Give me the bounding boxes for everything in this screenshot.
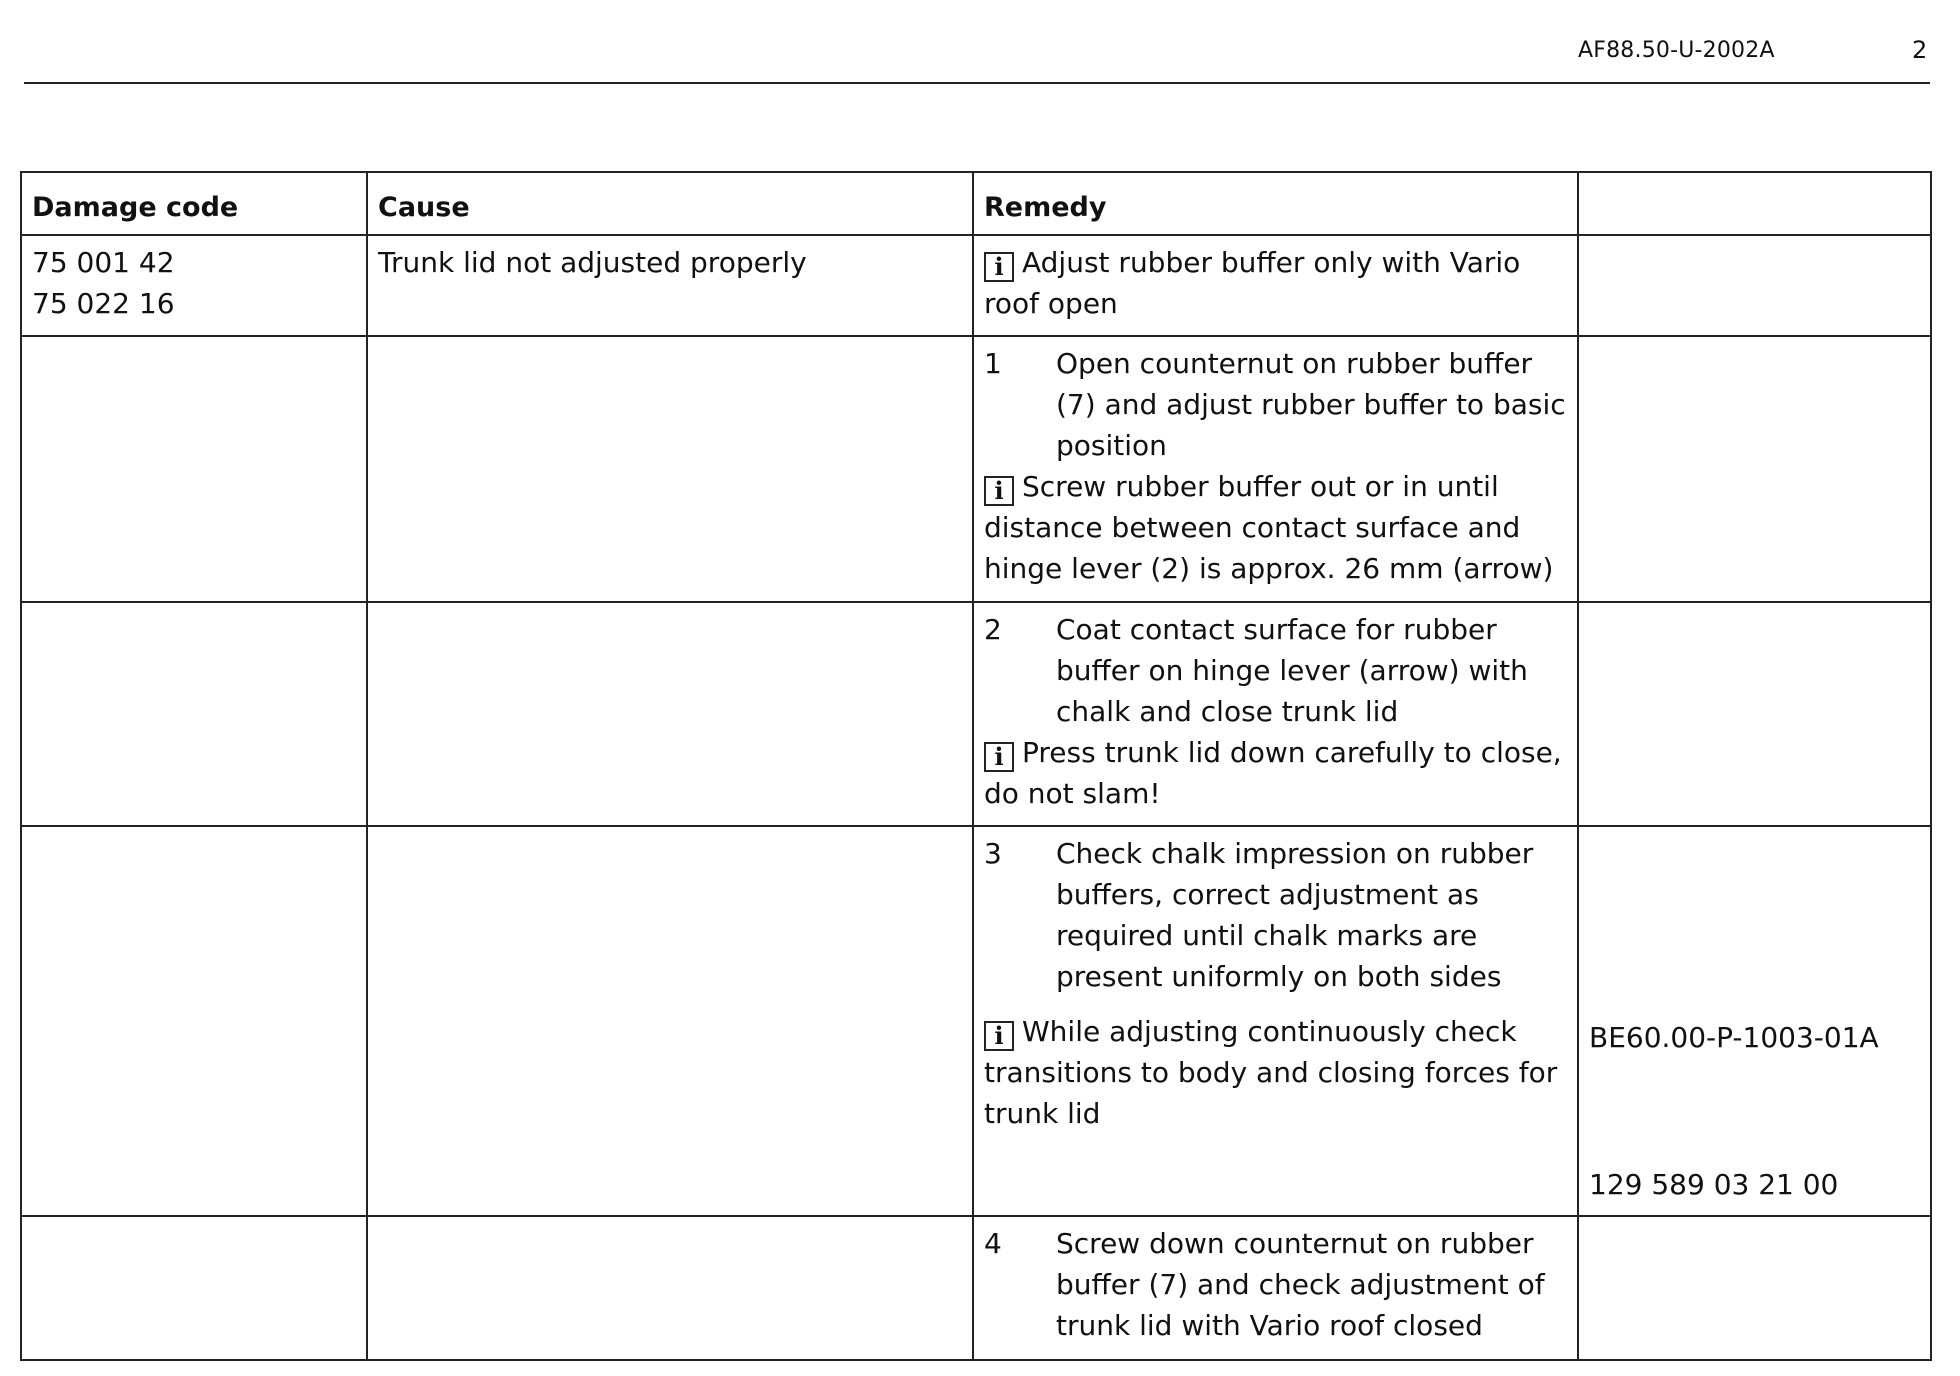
- cause-text: Trunk lid not adjusted properly: [378, 246, 807, 279]
- note-text: Screw rubber buffer out or in until distance between contact surface and hinge lever (2) is approx. 26 mm (arrow): [984, 470, 1554, 585]
- info-icon: i: [984, 742, 1014, 772]
- table-row: [21, 1216, 1931, 1360]
- info-icon: i: [984, 1021, 1014, 1051]
- cause-cell: [367, 336, 973, 602]
- step-number: 3: [984, 837, 1002, 870]
- damage-code-cell: [21, 336, 367, 602]
- step: [984, 1223, 1567, 1346]
- note-text: While adjusting continuously check transitions to body and closing forces for trunk lid: [984, 1015, 1558, 1130]
- table-row: [21, 336, 1931, 602]
- note-text: Adjust rubber buffer only with Vario roof open: [984, 246, 1521, 320]
- cause-cell: [367, 1216, 973, 1360]
- reference-document[interactable]: BE60.00-P-1003-01A: [1589, 1021, 1879, 1054]
- cause-cell: [367, 826, 973, 1216]
- column-header-reference: [1578, 172, 1931, 235]
- reference-cell: [1578, 336, 1931, 602]
- table-row: [21, 826, 1931, 1216]
- step-number: 2: [984, 613, 1002, 646]
- page-number: 2: [1912, 36, 1928, 64]
- step: [984, 343, 1567, 466]
- column-header-remedy: Remedy: [973, 172, 1578, 235]
- reference-cell: [1578, 1216, 1931, 1360]
- damage-code: 75 001 42: [32, 246, 175, 279]
- table-row: [21, 602, 1931, 826]
- reference-part-number: 129 589 03 21 00: [1589, 1168, 1839, 1201]
- damage-code-cell: [21, 602, 367, 826]
- damage-code-cell: [21, 235, 367, 336]
- damage-code: 75 022 16: [32, 287, 175, 320]
- reference-cell: [1578, 602, 1931, 826]
- info-icon: i: [984, 476, 1014, 506]
- step-text: Screw down counternut on rubber buffer (7) and check adjustment of trunk lid with Vario roof closed: [1056, 1227, 1545, 1342]
- reference-cell: [1578, 235, 1931, 336]
- remedy-cell: [973, 826, 1578, 1216]
- remedy-table: [20, 171, 1932, 1361]
- step: [984, 833, 1567, 997]
- remedy-cell: [973, 336, 1578, 602]
- cause-cell: [367, 235, 973, 336]
- remedy-cell: [973, 602, 1578, 826]
- column-header-damage-code: Damage code: [21, 172, 367, 235]
- reference-cell: [1578, 826, 1931, 1216]
- info-note: [984, 242, 1567, 324]
- table-header-row: [21, 172, 1931, 235]
- document-id: AF88.50-U-2002A: [1578, 38, 1775, 63]
- remedy-cell: [973, 1216, 1578, 1360]
- info-note: [984, 732, 1567, 814]
- info-note: [984, 466, 1567, 589]
- step-text: Open counternut on rubber buffer (7) and adjust rubber buffer to basic position: [1056, 347, 1566, 462]
- column-header-cause: Cause: [367, 172, 973, 235]
- remedy-cell: [973, 235, 1578, 336]
- table-row: [21, 235, 1931, 336]
- header-divider: [24, 82, 1930, 84]
- info-icon: i: [984, 252, 1014, 282]
- step-text: Check chalk impression on rubber buffers, correct adjustment as required until chalk marks are present uniformly on both sides: [1056, 837, 1534, 993]
- step: [984, 609, 1567, 732]
- cause-cell: [367, 602, 973, 826]
- note-text: Press trunk lid down carefully to close, do not slam!: [984, 736, 1562, 810]
- info-note: [984, 1011, 1567, 1134]
- step-number: 1: [984, 347, 1002, 380]
- damage-code-cell: [21, 826, 367, 1216]
- step-text: Coat contact surface for rubber buffer on hinge lever (arrow) with chalk and close trunk lid: [1056, 613, 1528, 728]
- damage-code-cell: [21, 1216, 367, 1360]
- step-number: 4: [984, 1227, 1002, 1260]
